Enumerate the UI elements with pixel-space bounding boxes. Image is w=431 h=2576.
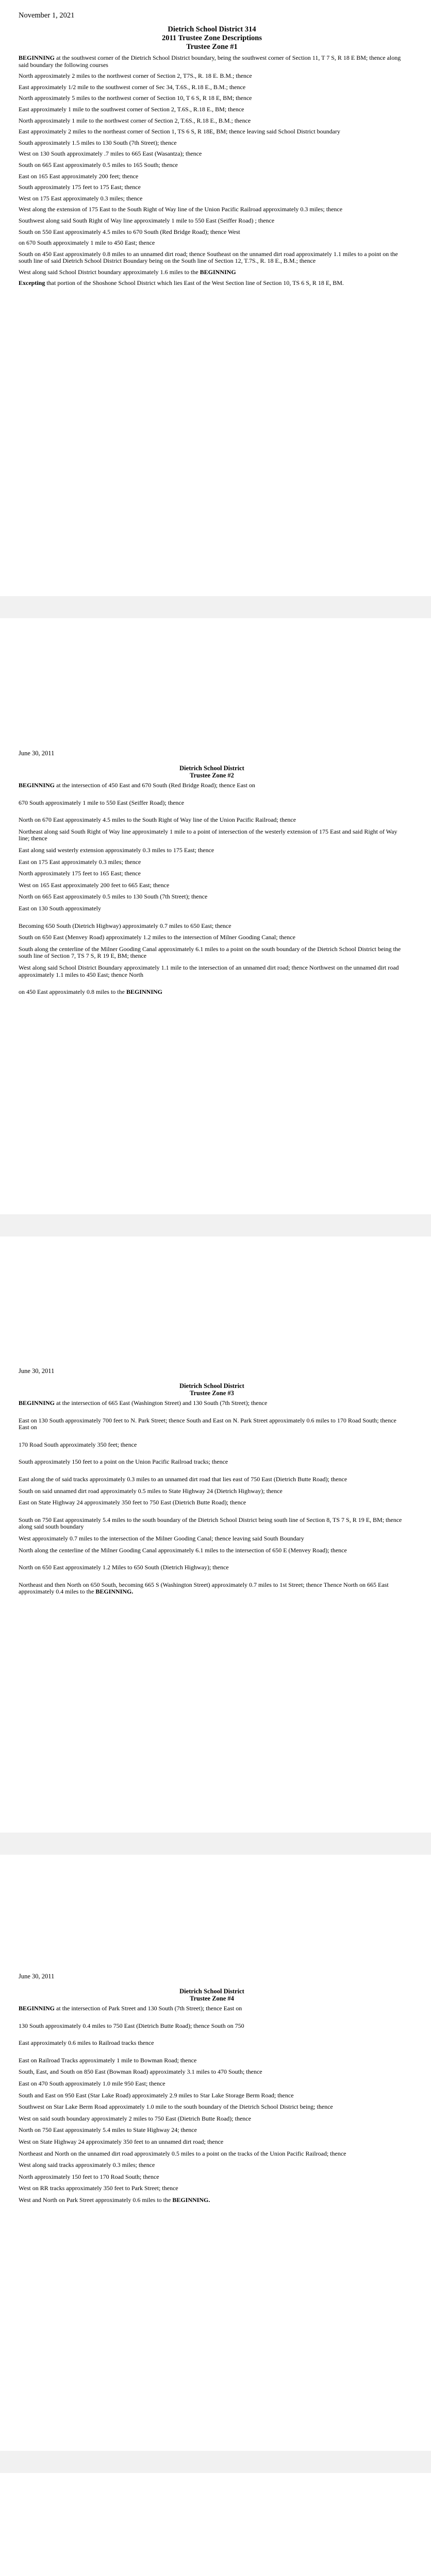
page-gap	[0, 596, 431, 618]
boundary-paragraph	[19, 1499, 405, 1506]
paragraph-text: South approximately 175 feet to 175 East; thence	[19, 183, 141, 191]
paragraph-text: Southwest on Star Lake Berm Road approximately 1.0 mile to the south boundary of the Dietrich School District being; thence	[19, 2103, 333, 2111]
paragraph-text: North approximately 150 feet to 170 Road South; thence	[19, 2173, 159, 2180]
zone-description	[19, 1400, 405, 1596]
boundary-paragraph	[19, 2023, 405, 2030]
zone-heading: Trustee Zone #1	[186, 43, 238, 51]
paragraph-text: Southwest along said South Right of Way line approximately 1 mile to 550 East (Seiffer Road) ; thence	[19, 216, 275, 224]
paragraph-text: 670 South approximately 1 mile to 550 East (Seiffer Road); thence	[19, 799, 185, 806]
document-page-2	[0, 618, 431, 1214]
document-page-3	[0, 1236, 431, 1833]
boundary-paragraph	[19, 2185, 405, 2192]
paragraph-text: West on said south boundary approximately 2 miles to 750 East (Dietrich Butte Road); thence	[19, 2114, 251, 2122]
boundary-paragraph	[19, 2115, 405, 2123]
page-date: November 1, 2021	[19, 11, 75, 20]
zone-description	[19, 55, 405, 287]
paragraph-text: South, East, and South on 850 East (Bowman Road) approximately 3.1 miles to 470 South; thence	[19, 2068, 262, 2076]
boundary-paragraph	[19, 150, 405, 158]
paragraph-text: East on Railroad Tracks approximately 1 mile to Bowman Road; thence	[19, 2056, 197, 2064]
document-page-5	[0, 2473, 431, 2576]
boundary-paragraph	[19, 2104, 405, 2111]
page-date: June 30, 2011	[19, 750, 55, 757]
zone-description	[19, 782, 405, 996]
zone-heading: Trustee Zone #4	[190, 1995, 234, 2002]
boundary-paragraph	[19, 251, 405, 265]
paragraph-text: South on 550 East approximately 4.5 miles to 670 South (Red Bridge Road); thence West	[19, 228, 240, 235]
paragraph-keyword: BEGINNING	[126, 988, 162, 996]
paragraph-keyword: BEGINNING	[19, 2005, 55, 2012]
paragraph-text: South approximately 1.5 miles to 130 South (7th Street); thence	[19, 139, 177, 146]
paragraph-text: West on RR tracks approximately 350 feet to Park Street; thence	[19, 2184, 178, 2192]
paragraph-text: North on 670 East approximately 4.5 miles to the South Right of Way line of the Union Pacific Railroad; thence	[19, 816, 296, 824]
page-gap	[0, 1214, 431, 1236]
boundary-paragraph	[19, 946, 405, 960]
boundary-paragraph	[19, 184, 405, 191]
zone-description	[19, 2005, 405, 2204]
document-title: Dietrich School District	[179, 765, 244, 772]
boundary-paragraph	[19, 828, 405, 842]
boundary-paragraph	[19, 84, 405, 91]
paragraph-text: North on 665 East approximately 0.5 miles to 130 South (7th Street); thence	[19, 893, 208, 901]
boundary-paragraph	[19, 162, 405, 169]
paragraph-text: East on State Highway 24 approximately 350 feet to 750 East (Dietrich Butte Road); thence	[19, 1499, 246, 1506]
boundary-paragraph	[19, 1582, 405, 1596]
paragraph-text: North approximately 2 miles to the northwest corner of Section 2, T7S., R. 18 E. B.M.; thence	[19, 72, 252, 80]
boundary-paragraph	[19, 1488, 405, 1495]
boundary-paragraph	[19, 2080, 405, 2088]
document-page-4	[0, 1855, 431, 2451]
boundary-paragraph	[19, 2040, 405, 2047]
boundary-paragraph	[19, 934, 405, 941]
boundary-paragraph	[19, 2139, 405, 2146]
paragraph-text: South approximately 150 feet to a point on the Union Pacific Railroad tracks; thence	[19, 1458, 228, 1466]
boundary-paragraph	[19, 782, 405, 789]
boundary-paragraph	[19, 847, 405, 854]
paragraph-keyword: BEGINNING	[200, 268, 236, 276]
boundary-paragraph	[19, 893, 405, 901]
boundary-paragraph	[19, 269, 405, 276]
paragraph-keyword: BEGINNING	[19, 782, 55, 789]
paragraph-text: at the intersection of 665 East (Washington Street) and 130 South (7th Street); thence	[55, 1399, 268, 1406]
boundary-paragraph	[19, 1535, 405, 1543]
boundary-paragraph	[19, 173, 405, 180]
paragraph-keyword: Excepting	[19, 279, 45, 287]
boundary-paragraph	[19, 800, 405, 807]
boundary-paragraph	[19, 217, 405, 225]
paragraph-text: South on said unnamed dirt road approximately 0.5 miles to State Highway 24 (Dietrich Highway); thence	[19, 1487, 283, 1495]
paragraph-text: East approximately 0.6 miles to Railroad tracks thence	[19, 2039, 154, 2047]
boundary-paragraph	[19, 1517, 405, 1531]
paragraph-text: West along said School District boundary approximately 1.6 miles to the	[19, 268, 200, 276]
boundary-paragraph	[19, 280, 405, 287]
paragraph-keyword: BEGINNING.	[172, 2196, 210, 2204]
boundary-paragraph	[19, 2092, 405, 2099]
boundary-paragraph	[19, 1476, 405, 1483]
paragraph-text: on 670 South approximately 1 mile to 450 East; thence	[19, 239, 155, 247]
paragraph-text: West along said tracks approximately 0.3 miles; thence	[19, 2161, 155, 2169]
paragraph-text: North on 650 East approximately 1.2 Miles to 650 South (Dietrich Highway); thence	[19, 1564, 229, 1571]
boundary-paragraph	[19, 195, 405, 202]
document-page-1	[0, 0, 431, 596]
boundary-paragraph	[19, 2174, 405, 2181]
boundary-paragraph	[19, 1547, 405, 1554]
boundary-paragraph	[19, 1459, 405, 1466]
zone-heading: Trustee Zone #2	[190, 772, 234, 779]
page-gap	[0, 1833, 431, 1855]
paragraph-text: East on 130 South approximately 700 feet to N. Park Street; thence South and East on N. Park Street approximately 0.6 miles to 170 Road South; thence East on	[19, 1416, 396, 1431]
boundary-paragraph	[19, 1417, 405, 1431]
document-subtitle: 2011 Trustee Zone Descriptions	[161, 34, 262, 42]
boundary-paragraph	[19, 128, 405, 135]
paragraph-text: West along the extension of 175 East to the South Right of Way line of the Union Pacific Railroad approximately 0.3 miles; thence	[19, 206, 343, 213]
paragraph-text: West along said School District Boundary approximately 1.1 mile to the intersection of an unnamed dirt road; thence Northwest on the unnamed dirt road approximately 1.1 miles to 450 East; thence North	[19, 963, 399, 978]
paragraph-text: 170 Road South approximately 350 feet; thence	[19, 1440, 137, 1448]
boundary-paragraph	[19, 1400, 405, 1407]
paragraph-text: East approximately 1/2 mile to the southwest corner of Sec 34, T.6S., R.18 E., B.M.; thence	[19, 83, 246, 91]
paragraph-text: East on 130 South approximately	[19, 904, 101, 912]
boundary-paragraph	[19, 870, 405, 877]
paragraph-text: 130 South approximately 0.4 miles to 750 East (Dietrich Butte Road); thence South on 750	[19, 2022, 244, 2029]
paragraph-text: East on 165 East approximately 200 feet; thence	[19, 172, 139, 180]
page-date: June 30, 2011	[19, 1973, 55, 1980]
boundary-paragraph	[19, 905, 405, 912]
boundary-paragraph	[19, 1442, 405, 1449]
paragraph-text: South on 650 East (Menvey Road) approximately 1.2 miles to the intersection of Milner Gooding Canal; thence	[19, 934, 295, 941]
boundary-paragraph	[19, 859, 405, 866]
paragraph-text: West on State Highway 24 approximately 350 feet to an unnamed dirt road; thence	[19, 2138, 224, 2145]
paragraph-text: Northeast and North on the unnamed dirt road approximately 0.5 miles to a point on the tracks of the Union Pacific Railroad; thence	[19, 2149, 346, 2157]
document-title: Dietrich School District	[179, 1382, 244, 1389]
boundary-paragraph	[19, 2150, 405, 2158]
paragraph-text: West on 175 East approximately 0.3 miles; thence	[19, 194, 143, 202]
paragraph-text: North approximately 175 feet to 165 East; thence	[19, 870, 141, 877]
boundary-paragraph	[19, 140, 405, 147]
boundary-paragraph	[19, 73, 405, 80]
paragraph-text: East along the of said tracks approximately 0.3 miles to an unnamed dirt road that lies east of 750 East (Dietrich Butte Road); thence	[19, 1475, 347, 1483]
boundary-paragraph	[19, 989, 405, 996]
paragraph-text: Becoming 650 South (Dietrich Highway) approximately 0.7 miles to 650 East; thence	[19, 922, 231, 929]
boundary-paragraph	[19, 2069, 405, 2076]
boundary-paragraph	[19, 106, 405, 113]
paragraph-text: Northeast and then North on 650 South, becoming 665 S (Washington Street) approximately 0.7 miles to 1st Street; thence Thence North on 665 East approximately 0.4 miles to the	[19, 1581, 389, 1596]
paragraph-text: South on 450 East approximately 0.8 miles to an unnamed dirt road; thence Southeast on the unnamed dirt road approximately 1.1 miles to a point on the south line of said Dietrich School District Boundary being on the South line of Section 12, T.7S., R. 18 E., B.M.; thence	[19, 250, 398, 265]
boundary-paragraph	[19, 817, 405, 824]
paragraph-text: North on 750 East approximately 5.4 miles to State Highway 24; thence	[19, 2126, 197, 2134]
page-date: June 30, 2011	[19, 1367, 55, 1375]
boundary-paragraph	[19, 2057, 405, 2064]
paragraph-text: North along the centerline of the Milner Gooding Canal approximately 6.1 miles to the intersection of 650 E (Menvey Road); thence	[19, 1546, 347, 1554]
boundary-paragraph	[19, 964, 405, 978]
boundary-paragraph	[19, 95, 405, 102]
paragraph-text: West on 165 East approximately 200 feet to 665 East; thence	[19, 881, 170, 889]
boundary-paragraph	[19, 206, 405, 213]
paragraph-text: South and East on 950 East (Star Lake Road) approximately 2.9 miles to Star Lake Storage Berm Road; thence	[19, 2091, 294, 2099]
boundary-paragraph	[19, 882, 405, 889]
boundary-paragraph	[19, 2197, 405, 2204]
paragraph-text: at the intersection of 450 East and 670 South (Red Bridge Road); thence East on	[55, 782, 255, 789]
paragraph-text: South on 665 East approximately 0.5 miles to 165 South; thence	[19, 161, 178, 168]
page-gap	[0, 2451, 431, 2473]
boundary-paragraph	[19, 240, 405, 247]
paragraph-text: East approximately 2 miles to the northeast corner of Section 1, TS 6 S, R 18E, BM; thence leaving said School District boundary	[19, 128, 340, 135]
boundary-paragraph	[19, 923, 405, 930]
paragraph-text: West approximately 0.7 miles to the intersection of the Milner Gooding Canal; thence leaving said South Boundary	[19, 1534, 304, 1542]
paragraph-text: North approximately 5 miles to the northwest corner of Section 10, T 6 S, R 18 E, BM; thence	[19, 94, 252, 102]
paragraph-text: South along the centerline of the Milner Gooding Canal approximately 6.1 miles to a point on the south boundary of the Dietrich School District being the south line of Section 7, TS 7 S, R 19 E, BM; thence	[19, 945, 401, 960]
boundary-paragraph	[19, 117, 405, 125]
paragraph-text: on 450 East approximately 0.8 miles to the	[19, 988, 126, 996]
paragraph-text: West and North on Park Street approximately 0.6 miles to the	[19, 2196, 173, 2204]
boundary-paragraph	[19, 55, 405, 69]
paragraph-keyword: BEGINNING.	[95, 1588, 134, 1596]
paragraph-text: East along said westerly extension approximately 0.3 miles to 175 East; thence	[19, 846, 214, 854]
paragraph-text: at the southwest corner of the Dietrich School District boundary, being the southwest corner of Section 11, T 7 S, R 18 E BM; thence along said boundary the following courses	[19, 54, 401, 69]
document-title: Dietrich School District	[179, 1988, 244, 1995]
boundary-paragraph	[19, 1564, 405, 1571]
boundary-paragraph	[19, 229, 405, 236]
paragraph-text: North approximately 1 mile to the northwest corner of Section 2, T.6S., R.18 E., B.M.; thence	[19, 116, 251, 124]
paragraph-text: East approximately 1 mile to the southwest corner of Section 2, T.6S., R.18 E., BM; thence	[19, 105, 244, 113]
paragraph-keyword: BEGINNING	[19, 54, 55, 61]
boundary-paragraph	[19, 2005, 405, 2012]
boundary-paragraph	[19, 2162, 405, 2169]
paragraph-text: South on 750 East approximately 5.4 miles to the south boundary of the Dietrich School District being south line of Section 8, TS 7 S, R 19 E, BM; thence along said south boundary	[19, 1516, 402, 1531]
paragraph-text: that portion of the Shoshone School District which lies East of the West Section line of Section 10, TS 6 S, R 18 E, BM.	[45, 279, 344, 287]
paragraph-text: at the intersection of Park Street and 130 South (7th Street); thence East on	[55, 2005, 242, 2012]
paragraph-text: West on 130 South approximately .7 miles to 665 East (Wasantza); thence	[19, 150, 202, 158]
paragraph-text: East on 470 South approximately 1.0 mile 950 East; thence	[19, 2079, 165, 2087]
boundary-paragraph	[19, 2127, 405, 2134]
paragraph-text: East on 175 East approximately 0.3 miles; thence	[19, 858, 141, 866]
paragraph-text: Northeast along said South Right of Way line approximately 1 mile to a point of intersection of the westerly extension of 175 East and said Right of Way line; thence	[19, 827, 397, 842]
paragraph-keyword: BEGINNING	[19, 1399, 55, 1406]
document-title: Dietrich School District 314	[168, 25, 256, 33]
zone-heading: Trustee Zone #3	[190, 1389, 234, 1397]
